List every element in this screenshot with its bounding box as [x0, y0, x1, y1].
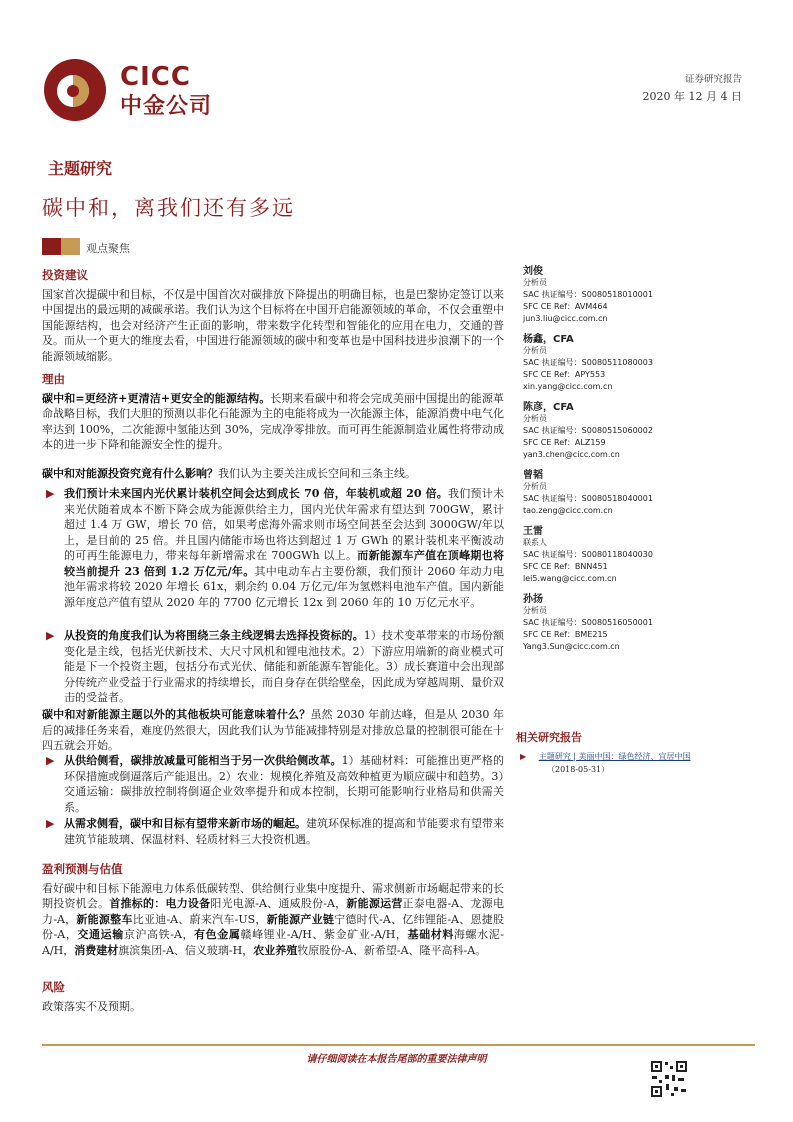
bullet-3-body: 1）基础材料：可能推出更严格的环保措施或倒逼落后产能退出。2）农业：规模化养殖及高效种植更为顺应碳中和趋势。3）交通运输：碳排放控制将倒逼企业效率提升和成本控制，长期可能影响行业格局和供需关系。 [64, 754, 504, 814]
analyst-name: 杨鑫，CFA [523, 334, 574, 345]
analyst-sfc: SFC CE Ref：AVM464 [523, 302, 608, 311]
analyst-name: 曾韬 [523, 470, 543, 481]
profit-pick-label: 首推标的： [109, 897, 166, 910]
footer-legal-note: 请仔细阅读在本报告尾部的重要法律声明 [306, 1054, 487, 1065]
pick-chain-label: 新能源产业链 [266, 912, 335, 926]
bullet-2-body: 1）技术变革带来的市场份额变化是主线，包括光伏新技术、大尺寸风机和锂电池技术。2）下游应用端新的商业模式可能是下一个投资主题，包括分布式光伏、储能和新能源车智能化。3）成长赛道中会出现部分传统产业受益于行业需求的持续增长，而自身存在供给壁垒，因此成为穿越周期、量价双击的受益者。 [64, 629, 505, 704]
pick-metal: 赣峰锂业-A/H、紫金矿业-A/H， [240, 928, 408, 941]
q2-bold: 碳中和对新能源主题以外的其他板块可能意味着什么？ [42, 708, 311, 721]
analyst-sfc: SFC CE Ref：BNN451 [523, 562, 608, 571]
analyst-role: 分析员 [523, 278, 547, 287]
bullet-3 [42, 753, 504, 815]
pick-power-label: 电力设备 [165, 897, 211, 910]
analyst-email[interactable]: xin.yang@cicc.com.cn [523, 382, 613, 391]
analyst-email[interactable]: jun3.liu@cicc.com.cn [523, 314, 608, 323]
pick-base-label: 基础材料 [407, 928, 454, 941]
analyst-card [523, 398, 753, 466]
reason-heading: 理由 [42, 372, 65, 386]
q1-bold: 碳中和对能源投资究竟有什么影响？ [42, 467, 218, 480]
report-type: 证券研究报告 [684, 74, 742, 85]
pick-agri: 牧原股份-A、新希望-A、隆平高科-A。 [297, 943, 487, 957]
bullet-1-bold: 我们预计未来国内光伏累计装机空间会达到成长 70 倍，年装机或超 20 倍。 [64, 487, 449, 500]
page-title: 碳中和，离我们还有多远 [42, 196, 295, 220]
analyst-sac: SAC 执证编号：S0080518010001 [523, 290, 653, 299]
tag-label: 观点聚焦 [86, 242, 130, 255]
analyst-name: 陈彦，CFA [523, 402, 574, 413]
analyst-list [523, 262, 753, 658]
profit-para [42, 881, 504, 959]
bullet-2-bold: 从投资的角度我们认为将围绕三条主线逻辑去选择投资标的。 [64, 629, 364, 642]
reason-para [42, 391, 504, 453]
pick-base: 海螺水泥-A/H， [42, 928, 505, 957]
analyst-role: 分析员 [523, 414, 547, 423]
analyst-sac: SAC 执证编号：S0080518040001 [523, 494, 653, 503]
bullet-1-body2: 其中电动车占主要份额，我们预计 2060 年动力电池年需求将较 2020 年增长 61x，剩余约 0.04 万亿元/年为氢燃料电池车产值。国内新能源年度总产值有望从 2020 年的 7700 亿元增长 12x 到 2060 年的 10 万亿元水平。 [64, 564, 504, 609]
pick-nev: 正泰电器-A、龙源电力-A， [42, 897, 505, 926]
invest-body: 国家首次提碳中和目标，不仅是中国首次对碳排放下降提出的明确目标，也是巴黎协定签订以来中国提出的最远期的减碳承诺。我们认为这个目标将在中国开启能源领域的革命，不仅会重塑中国能源结构，也会对经济产生正面的影响，带来数字化转型和智能化的应用在电力，交通的普及。而从一个更大的维度去看，中国进行能源领域的碳中和变革也是中国科技进步浪潮下的一个能源领域缩影。 [42, 287, 504, 363]
analyst-sfc: SFC CE Ref：BME215 [523, 630, 608, 639]
pick-nev-label: 新能源运营 [346, 897, 403, 910]
bullet-4-bold: 从需求侧看，碳中和目标有望带来新市场的崛起。 [64, 817, 306, 830]
bullet-4-body: 建筑环保标准的提高和节能要求有望带来建筑节能玻璃、保温材料、轻质材料三大投资机遇。 [64, 817, 504, 846]
report-date: 2020 年 12 月 4 日 [642, 90, 742, 103]
related-item[interactable] [516, 751, 756, 763]
q2-body: 虽然 2030 年前达峰，但是从 2030 年后的减排任务来看，难度仍然很大，因此我们认为节能减排特别是对排放总量的控制很可能在十四五就会开始。 [42, 708, 504, 752]
analyst-sfc: SFC CE Ref：APY553 [523, 370, 606, 379]
reason-bold: 碳中和=更经济+更清洁+更安全的能源结构。 [42, 391, 271, 405]
analyst-role: 联系人 [523, 538, 547, 547]
pick-chain: 宁德时代-A、亿纬锂能-A、恩捷股份-A， [42, 912, 504, 941]
bullet-arrow-icon: ▶ [46, 487, 55, 500]
bullet-arrow-icon: ▶ [520, 752, 527, 761]
analyst-card [523, 330, 753, 398]
pick-trans-label: 交通运输 [77, 928, 124, 941]
analyst-card [523, 466, 753, 522]
pick-build-label: 消费建材 [74, 943, 119, 957]
analyst-sac: SAC 执证编号：S0080516050001 [523, 618, 653, 627]
analyst-name: 王雷 [523, 526, 543, 537]
pick-car-label: 新能源整车 [76, 912, 133, 926]
pick-car: 比亚迪-A、蔚来汽车-US， [132, 912, 267, 926]
analyst-card [523, 590, 753, 658]
pick-power: 阳光电源-A、通威股份-A， [210, 897, 347, 910]
profit-heading: 盈利预测与估值 [42, 862, 123, 876]
bullet-2 [42, 628, 504, 706]
q2-para [42, 707, 504, 754]
analyst-email[interactable]: yan3.chen@cicc.com.cn [523, 450, 620, 459]
analyst-email[interactable]: Yang3.Sun@cicc.com.cn [523, 642, 620, 651]
analyst-card [523, 522, 753, 590]
risk-body: 政策落实不及预期。 [42, 999, 141, 1013]
analyst-sac: SAC 执证编号：S0080515060002 [523, 426, 653, 435]
logo-text: CICC [120, 62, 191, 92]
pick-agri-label: 农业养殖 [253, 943, 298, 957]
qr-code-icon [650, 1060, 688, 1098]
reason-body: 长期来看碳中和将会完成美丽中国提出的能源革命战略目标，我们大胆的预测以非化石能源为主的电能将成为一次能源主体，能源消费中电气化率达到 100%，二次能源中氢能达到 30%，完成净零排放。而可再生能源制造业属性将带动成本的进一步下降和能源安全性的提升。 [42, 391, 504, 451]
logo-cn-text: 中金公司 [120, 94, 213, 119]
bullet-1 [42, 486, 504, 610]
related-heading: 相关研究报告 [516, 731, 582, 744]
analyst-name: 孙扬 [523, 594, 543, 605]
bullet-1-bold2: 而新能源车产值在顶峰期也将较当前提升 23 倍到 1.2 万亿元/年。 [64, 549, 504, 578]
profit-body: 看好碳中和目标下能源电力体系低碳转型、供给侧行业集中度提升、需求侧新市场崛起带来的长期投资机会。 [42, 881, 504, 910]
related-date: （2018-05-31） [547, 765, 610, 774]
analyst-sac: SAC 执证编号：S0080511080003 [523, 358, 653, 367]
cicc-logo-icon [43, 58, 107, 122]
reason-section [42, 372, 504, 453]
invest-section [42, 268, 504, 364]
bullet-arrow-icon: ▶ [46, 629, 55, 642]
analyst-card [523, 262, 753, 330]
pick-build: 旗滨集团-A、信义玻璃-H， [118, 943, 254, 957]
profit-section [42, 862, 504, 958]
risk-section [42, 980, 504, 1014]
analyst-role: 分析员 [523, 346, 547, 355]
pick-trans: 京沪高铁-A， [123, 928, 195, 941]
tag-marker-icon [42, 238, 80, 255]
analyst-role: 分析员 [523, 606, 547, 615]
risk-heading: 风险 [42, 980, 65, 994]
analyst-email[interactable]: tao.zeng@cicc.com.cn [523, 506, 613, 515]
q1-body: 我们认为主要关注成长空间和三条主线。 [218, 467, 416, 480]
analyst-sfc: SFC CE Ref：ALZ159 [523, 438, 606, 447]
bullet-arrow-icon: ▶ [46, 754, 55, 767]
bullet-arrow-icon: ▶ [46, 817, 55, 830]
analyst-email[interactable]: lei5.wang@cicc.com.cn [523, 574, 617, 583]
invest-heading: 投资建议 [42, 268, 88, 282]
analyst-role: 分析员 [523, 482, 547, 491]
bullet-1-body: 我们预计未来光伏随着成本不断下降会成为能源供给主力，国内光伏年需求有望达到 700GW，累计超过 1.4 万 GW，增长 70 倍，如果考虑海外需求则市场空间甚至会达到 3000GW/年以上，是目前的 25 倍。并且国内储能市场也将达到超过 1 万 GWh 的累计装机来平衡波动的可再生能源电力，带来每年新增需求在 700GWh 以上。 [64, 487, 505, 562]
report-category: 主题研究 [48, 159, 113, 178]
pick-metal-label: 有色金属 [194, 928, 241, 941]
bullet-4 [42, 816, 504, 847]
analyst-sac: SAC 执证编号：S0080118040030 [523, 550, 653, 559]
bullet-3-bold: 从供给侧看，碳排放减量可能相当于另一次供给侧改革。 [64, 754, 342, 767]
footer-divider [42, 1044, 755, 1046]
related-link[interactable]: 主题研究 | 美丽中国：绿色经济、宜居中国 [538, 752, 691, 761]
q1-para [42, 466, 504, 482]
analyst-name: 刘俊 [523, 266, 543, 277]
